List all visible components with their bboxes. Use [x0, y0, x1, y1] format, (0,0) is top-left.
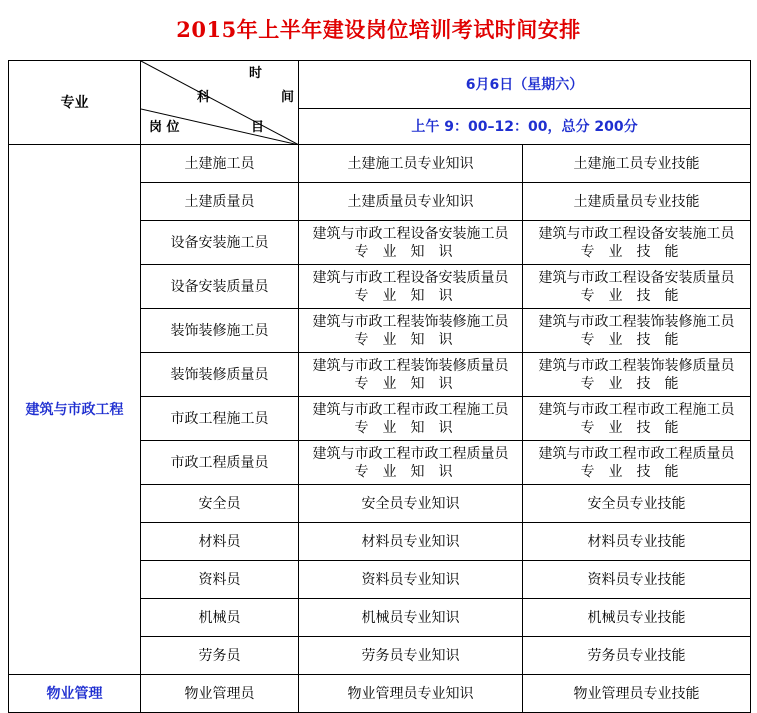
knowledge-subject-cell — [299, 561, 523, 599]
post-cell: 机械员 — [141, 599, 299, 637]
skill-subject-line: 专业技能 — [580, 243, 693, 260]
skill-subject-cell — [523, 637, 751, 675]
knowledge-subject-line: 土建施工员专业知识 — [347, 155, 474, 172]
knowledge-subject-line: 专业知识 — [354, 419, 467, 436]
diag-label-mu: 目 — [251, 120, 265, 135]
skill-subject-line: 专业技能 — [580, 287, 693, 304]
post-cell: 资料员 — [141, 561, 299, 599]
knowledge-subject-cell — [299, 675, 523, 713]
skill-subject-cell — [523, 397, 751, 441]
skill-subject-line: 专业技能 — [580, 463, 693, 480]
skill-subject-cell — [523, 265, 751, 309]
exam-date: 6月6日（星期六） — [299, 61, 751, 109]
post-cell: 设备安装施工员 — [141, 221, 299, 265]
knowledge-subject-line: 材料员专业知识 — [361, 533, 460, 550]
skill-subject-cell — [523, 485, 751, 523]
category-cell: 物业管理 — [9, 675, 141, 713]
diagonal-header-cell — [141, 61, 299, 145]
knowledge-subject-cell — [299, 183, 523, 221]
skill-subject-cell — [523, 309, 751, 353]
skill-subject-line: 建筑与市政工程装饰装修施工员 — [538, 313, 735, 330]
skill-subject-line: 建筑与市政工程市政工程质量员 — [538, 445, 735, 462]
skill-subject-line: 土建质量员专业技能 — [573, 193, 700, 210]
knowledge-subject-line: 土建质量员专业知识 — [347, 193, 474, 210]
skill-subject-cell — [523, 353, 751, 397]
post-cell: 市政工程施工员 — [141, 397, 299, 441]
knowledge-subject-line: 专业知识 — [354, 243, 467, 260]
skill-subject-line: 安全员专业技能 — [587, 495, 686, 512]
exam-schedule-table — [8, 60, 751, 713]
skill-subject-cell — [523, 523, 751, 561]
knowledge-subject-cell — [299, 599, 523, 637]
diag-label-gangwei: 岗 位 — [149, 120, 180, 135]
knowledge-subject-line: 专业知识 — [354, 287, 467, 304]
knowledge-subject-line: 建筑与市政工程设备安装施工员 — [312, 225, 509, 242]
table-row — [9, 675, 751, 713]
skill-subject-cell — [523, 599, 751, 637]
skill-subject-line: 建筑与市政工程装饰装修质量员 — [538, 357, 735, 374]
post-cell: 装饰装修施工员 — [141, 309, 299, 353]
skill-subject-line: 建筑与市政工程市政工程施工员 — [538, 401, 735, 418]
table-row — [9, 145, 751, 183]
knowledge-subject-cell — [299, 265, 523, 309]
knowledge-subject-cell — [299, 221, 523, 265]
skill-subject-line: 专业技能 — [580, 331, 693, 348]
knowledge-subject-cell — [299, 441, 523, 485]
post-cell: 市政工程质量员 — [141, 441, 299, 485]
knowledge-subject-cell — [299, 485, 523, 523]
skill-subject-cell — [523, 441, 751, 485]
knowledge-subject-line: 安全员专业知识 — [361, 495, 460, 512]
knowledge-subject-cell — [299, 309, 523, 353]
knowledge-subject-line: 机械员专业知识 — [361, 609, 460, 626]
knowledge-subject-line: 建筑与市政工程装饰装修施工员 — [312, 313, 509, 330]
knowledge-subject-line: 建筑与市政工程市政工程施工员 — [312, 401, 509, 418]
knowledge-subject-line: 劳务员专业知识 — [361, 647, 460, 664]
skill-subject-cell — [523, 221, 751, 265]
knowledge-subject-line: 建筑与市政工程设备安装质量员 — [312, 269, 509, 286]
skill-subject-line: 材料员专业技能 — [587, 533, 686, 550]
skill-subject-cell — [523, 145, 751, 183]
post-cell: 装饰装修质量员 — [141, 353, 299, 397]
skill-subject-line: 土建施工员专业技能 — [573, 155, 700, 172]
knowledge-subject-line: 物业管理员专业知识 — [347, 685, 474, 702]
skill-subject-line: 资料员专业技能 — [587, 571, 686, 588]
diag-label-jian: 间 — [281, 90, 295, 105]
skill-subject-line: 劳务员专业技能 — [587, 647, 686, 664]
post-cell: 安全员 — [141, 485, 299, 523]
exam-session-time: 上午 9：00–12：00，总分 200分 — [299, 109, 751, 145]
knowledge-subject-line: 专业知识 — [354, 331, 467, 348]
knowledge-subject-line: 资料员专业知识 — [361, 571, 460, 588]
skill-subject-line: 建筑与市政工程设备安装施工员 — [538, 225, 735, 242]
diag-label-shi: 时 — [249, 66, 263, 81]
knowledge-subject-cell — [299, 397, 523, 441]
skill-subject-line: 专业技能 — [580, 419, 693, 436]
skill-subject-line: 机械员专业技能 — [587, 609, 686, 626]
skill-subject-cell — [523, 675, 751, 713]
knowledge-subject-cell — [299, 637, 523, 675]
page-title: 2015年上半年建设岗位培训考试时间安排 — [176, 17, 581, 42]
skill-subject-line: 建筑与市政工程设备安装质量员 — [538, 269, 735, 286]
category-cell: 建筑与市政工程 — [9, 145, 141, 675]
knowledge-subject-line: 建筑与市政工程装饰装修质量员 — [312, 357, 509, 374]
skill-subject-cell — [523, 183, 751, 221]
post-cell: 材料员 — [141, 523, 299, 561]
diag-label-ke: 科 — [197, 90, 211, 105]
knowledge-subject-cell — [299, 523, 523, 561]
post-cell: 劳务员 — [141, 637, 299, 675]
header-zhuanye: 专业 — [9, 61, 141, 145]
post-cell: 土建质量员 — [141, 183, 299, 221]
knowledge-subject-line: 专业知识 — [354, 375, 467, 392]
skill-subject-line: 专业技能 — [580, 375, 693, 392]
knowledge-subject-cell — [299, 145, 523, 183]
knowledge-subject-cell — [299, 353, 523, 397]
knowledge-subject-line: 专业知识 — [354, 463, 467, 480]
post-cell: 物业管理员 — [141, 675, 299, 713]
post-cell: 设备安装质量员 — [141, 265, 299, 309]
post-cell: 土建施工员 — [141, 145, 299, 183]
skill-subject-line: 物业管理员专业技能 — [573, 685, 700, 702]
knowledge-subject-line: 建筑与市政工程市政工程质量员 — [312, 445, 509, 462]
skill-subject-cell — [523, 561, 751, 599]
